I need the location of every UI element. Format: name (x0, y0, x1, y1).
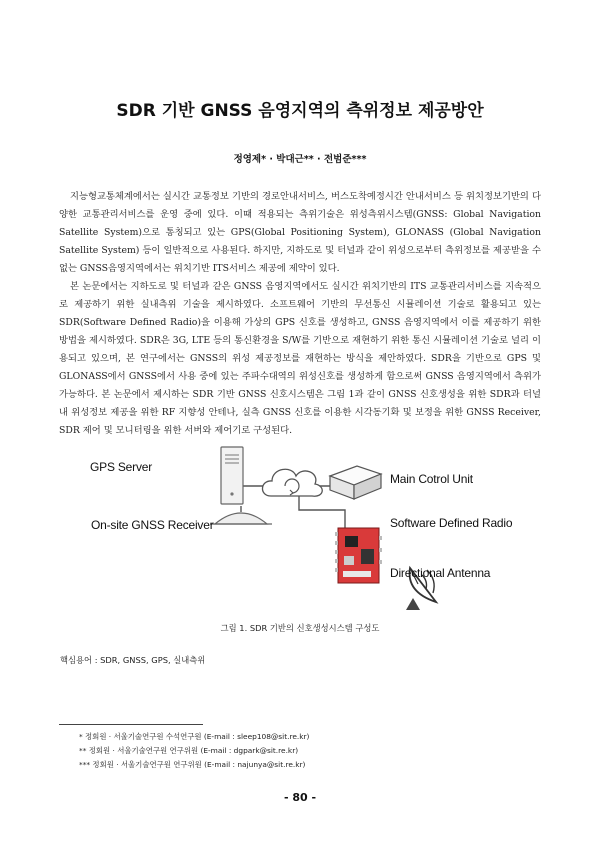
system-diagram (60, 444, 540, 616)
label-gps-server: GPS Server (90, 460, 153, 474)
label-sdr: Software Defined Radio (390, 516, 513, 530)
cloud-icon (262, 469, 322, 496)
footnote-2: ** 정회원 · 서울기술연구원 연구위원 (E-mail : dgpark@sit.re.kr) (79, 746, 299, 755)
server-icon (221, 447, 243, 504)
figure-caption: 그림 1. SDR 기반의 신호생성시스템 구성도 (220, 623, 380, 633)
keywords: 핵심용어 : SDR, GNSS, GPS, 실내측위 (60, 655, 206, 665)
footnote-3: *** 정회원 · 서울기술연구원 연구위원 (E-mail : najunya@sit.re.kr) (79, 760, 306, 769)
paper-title: SDR 기반 GNSS 음영지역의 측위정보 제공방안 (116, 101, 484, 121)
control-unit-icon (330, 466, 381, 499)
receiver-icon (210, 513, 272, 524)
page-number: - 80 - (283, 791, 317, 804)
sdr-board-icon (335, 528, 382, 583)
abstract-body (59, 188, 541, 440)
paragraph-1: 지능형교통체계에서는 실시간 교통정보 기반의 경로안내서비스, 버스도착예정시간 안내서비스 등 위치정보기반의 다양한 교통관리서비스를 운영 중에 있다. 이때 적용되는 측위기술은 위성측위시스템(GNSS: Global Navigation Satellite System)으로 통칭되고 있는 GPS(Global Positioning System), GLONASS (Global Navigation Satellite System) 등이 일반적으로 사용된다. 하지만, 지하도로 및 터널과 같이 위성으로부터 측위정보를 제공받을 수 없는 GNSS음영지역에서는 위치기반 ITS서비스 제공에 제약이 있다. (59, 191, 541, 274)
footnote-1: * 정회원 · 서울기술연구원 수석연구원 (E-mail : sleep108@sit.re.kr) (79, 732, 310, 741)
paragraph-2: 본 논문에서는 지하도로 및 터널과 같은 GNSS 음영지역에서도 실시간 위치기반의 ITS 교통관리서비스를 지속적으로 제공하기 위한 실내측위 기술을 제시하였다. 소프트웨어 기반의 무선통신 시뮬레이션 기술로 활용되고 있는 SDR(Software Defined Radio)을 이용해 가상의 GPS 신호를 생성하고, GNSS 음영지역에서 이를 제공하기 위한 방법을 제시하였다. SDR은 3G, LTE 등의 통신환경을 S/W를 기반으로 재현하기 위한 통신 시뮬레이션 기술로 널리 이용되고 있으며, 본 연구에서는 GNSS의 위성 제공정보를 재현하는 방식을 제안하였다. SDR을 기반으로 GPS 및 GLONASS에서 GNSS에서 사용 중에 있는 주파수대역의 위성신호를 생성하게 함으로써 GNSS 음영지역에서 측위가 가능하다. 본 논문에서 제시하는 SDR 기반 GNSS 신호시스템은 그림 1과 같이 GNSS 신호생성을 위한 SDR과 터널내 위성정보 제공을 위한 RF 지향성 안테나, 실측 GNSS 신호를 이용한 시각동기화 및 보정을 위한 GNSS Receiver, SDR 제어 및 모니터링을 위한 서버와 제어기로 구성된다. (59, 281, 541, 436)
author-list: 정영제* · 박대근** · 전범준*** (233, 154, 367, 165)
label-main-control-unit: Main Cotrol Unit (390, 472, 473, 486)
label-onsite-receiver: On-site GNSS Receiver (91, 518, 214, 532)
footnote-divider (59, 724, 203, 725)
footnotes (79, 730, 309, 772)
label-directional-antenna: Directional Antenna (390, 566, 491, 580)
